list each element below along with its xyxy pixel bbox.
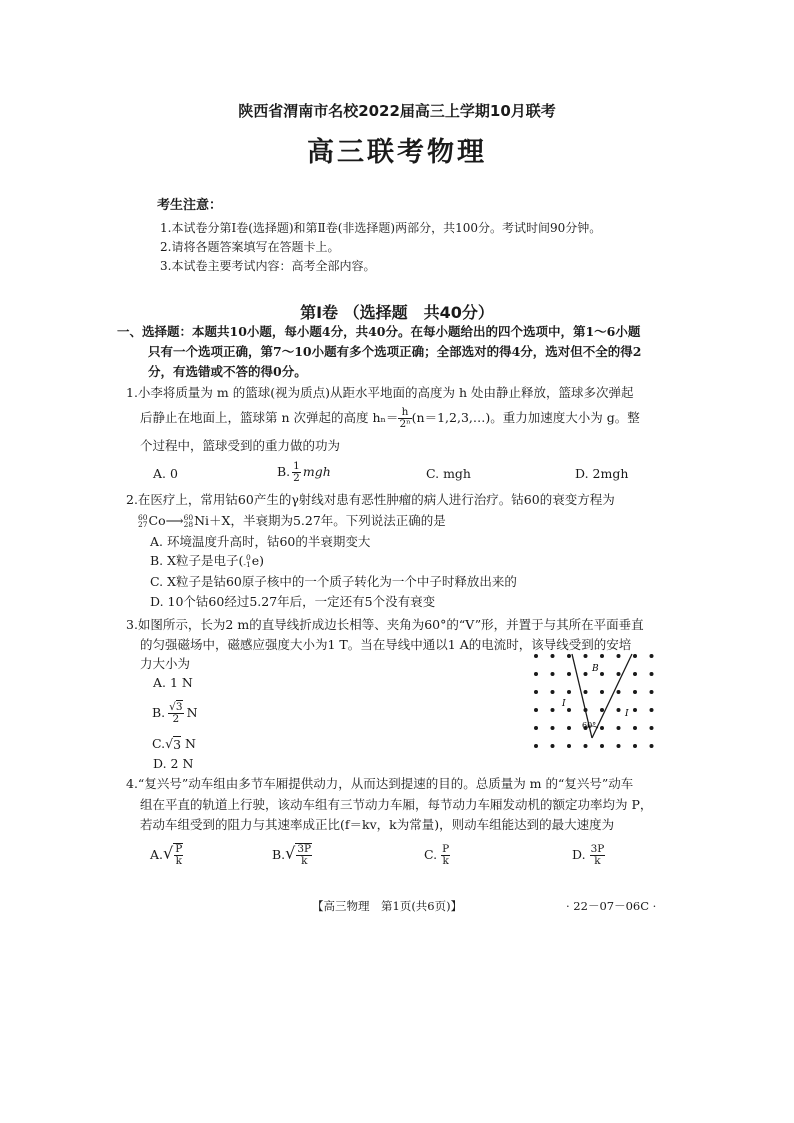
footer-page-info: 【高三物理 第1页(共6页)】 [312, 899, 463, 913]
q1-option-d: D. 2mgh [575, 466, 629, 481]
field-dot [650, 690, 654, 694]
q3-option-c-label: C. [152, 736, 166, 751]
q2-equation [138, 510, 446, 532]
q2-ni-symbol: Ni [194, 513, 210, 528]
q1-option-b-text: mgh [302, 464, 331, 479]
q1-option-b-label: B. [277, 464, 291, 479]
q1-line1: 1.小李将质量为 m 的篮球(视为质点)从距水平地面的高度为 h 处由静止释放，篮球多次弹起 [126, 385, 634, 400]
q1-line2-b: (n＝1,2,3,…)。重力加速度大小为 g。整 [411, 410, 640, 425]
q4-option-a-sqrt [163, 843, 183, 867]
field-dot [567, 690, 571, 694]
field-dot [567, 708, 571, 712]
q1-height-fraction [398, 407, 411, 430]
field-dot [633, 672, 637, 676]
field-dot [584, 672, 588, 676]
q4-option-a-den: k [175, 855, 182, 867]
q1-option-c: C. mgh [426, 466, 471, 481]
field-dot [617, 726, 621, 730]
q1-option-b-fraction [292, 461, 301, 484]
q1-option-b-num: 1 [293, 459, 300, 472]
q2-arrow: ⟶ [165, 513, 184, 528]
field-dot [650, 672, 654, 676]
field-dot [551, 690, 555, 694]
q2-co-iso [138, 514, 148, 528]
q4-option-c [424, 840, 450, 870]
q4-option-d [572, 840, 605, 870]
q4-line2: 组在平直的轨道上行驶，该动车组有三节动力车厢，每节动力车厢发动机的额定功率均为 P， [140, 797, 653, 812]
q4-option-c-den: k [442, 854, 449, 867]
q4-option-a-rad: √ [163, 843, 174, 863]
field-dot [551, 744, 555, 748]
q3-option-c-rad: √ [165, 736, 174, 751]
field-dot [551, 654, 555, 658]
q4-option-a-inner [173, 843, 183, 867]
field-dot [534, 708, 538, 712]
field-dot [551, 672, 555, 676]
field-dot [617, 708, 621, 712]
q2-option-c: C. X粒子是钴60原子核中的一个质子转化为一个中子时释放出来的 [150, 574, 517, 589]
field-dot [617, 672, 621, 676]
q3-option-d: D. 2 N [153, 756, 194, 771]
field-dot [650, 654, 654, 658]
field-dot [633, 744, 637, 748]
q3-option-b [152, 698, 198, 728]
q3-line2: 的匀强磁场中，磁感应强度大小为1 T。当在导线中通以1 A的电流时，该导线受到的安培 [140, 637, 632, 652]
q2-co-symbol: Co [148, 513, 166, 528]
field-dot [534, 672, 538, 676]
field-dot [633, 708, 637, 712]
q1-line2 [140, 406, 640, 430]
q2-ni-iso [184, 514, 194, 528]
q4-option-d-label: D. [572, 847, 586, 862]
field-dot [534, 726, 538, 730]
angle-label: 60° [582, 721, 597, 730]
field-dot [600, 690, 604, 694]
q3-line3: 力大小为 [140, 656, 191, 671]
q2-e-num: -1 [243, 560, 251, 569]
q1-line3: 个过程中，篮球受到的重力做的功为 [140, 438, 341, 453]
q4-line3: 若动车组受到的阻力与其速率成正比(f＝kv，k为常量)，则动车组能达到的最大速度为 [140, 817, 615, 832]
field-dot [534, 690, 538, 694]
field-dot [567, 744, 571, 748]
field-dot [534, 744, 538, 748]
q4-option-b-label: B. [272, 847, 286, 862]
q1-option-b [277, 460, 331, 484]
q1-option-a: A. 0 [153, 466, 178, 481]
q3-option-b-fraction [168, 702, 183, 725]
q2-option-a: A. 环境温度升高时，钴60的半衰期变大 [150, 534, 371, 549]
q3-option-b-num-wrap [168, 702, 183, 714]
q4-option-b-sqrt [285, 843, 312, 867]
q4-option-b [272, 840, 312, 870]
field-dot [567, 726, 571, 730]
q4-option-c-fraction [441, 844, 450, 867]
q3-option-b-num: 3 [175, 700, 183, 713]
q2-option-b-b: e) [251, 553, 265, 568]
notice-item-1: 1.本试卷分第Ⅰ卷(选择题)和第Ⅱ卷(非选择题)两部分，共100分。考试时间90分钟。 [160, 221, 602, 235]
field-dot [650, 726, 654, 730]
field-label-b: B [592, 664, 599, 674]
q4-line1: 4.“复兴号”动车组由多节车厢提供动力，从而达到提速的目的。总质量为 m 的“复兴号”动车 [126, 776, 634, 791]
q4-option-a-label: A. [150, 847, 164, 862]
section-instruction-3: 分，有选错或不答的得0分。 [148, 364, 307, 379]
notice-heading: 考生注意： [157, 198, 223, 213]
q2-line1: 2.在医疗上，常用钴60产生的γ射线对患有恶性肿瘤的病人进行治疗。钴60的衰变方程为 [126, 492, 615, 507]
q4-option-a [150, 840, 183, 870]
q3-line1: 3.如图所示，长为2 m的直导线折成边长相等、夹角为60°的“V”形，并置于与其所在平面垂直 [126, 617, 644, 632]
current-label-right: I [625, 709, 629, 719]
section-instruction-2: 只有一个选项正确，第7～10小题有多个选项正确；全部选对的得4分，选对但不全的得2 [148, 344, 642, 359]
exam-subtitle: 陕西省渭南市名校2022届高三上学期10月联考 [238, 102, 556, 120]
q2-ni-num: 28 [183, 520, 194, 529]
field-dot [567, 672, 571, 676]
q4-option-b-fraction [296, 844, 312, 867]
field-dot [551, 708, 555, 712]
q2-option-b [150, 552, 264, 570]
exam-title: 高三联考物理 [307, 137, 487, 168]
current-label-left: I [562, 699, 566, 709]
notice-item-3: 3.本试卷主要考试内容：高考全部内容。 [160, 259, 376, 273]
field-dot [633, 726, 637, 730]
q3-option-c-unit: N [185, 736, 196, 751]
q2-e-iso [243, 554, 250, 568]
field-dot [600, 708, 604, 712]
q4-option-d-den: k [594, 854, 601, 867]
section-instruction-1: 一、选择题：本题共10小题，每小题4分，共40分。在每小题给出的四个选项中，第1～6小题 [117, 324, 641, 339]
field-dot [600, 744, 604, 748]
field-dot [551, 726, 555, 730]
q4-option-b-num: 3P [297, 843, 312, 855]
field-dot [567, 654, 571, 658]
field-dot [584, 744, 588, 748]
q1-option-b-den: 2 [293, 471, 300, 484]
footer-code: · 22－07－06C · [566, 899, 657, 913]
field-dot [650, 708, 654, 712]
q4-option-a-num: P [175, 843, 183, 855]
field-dot [600, 726, 604, 730]
q1-frac-den: 2ⁿ [399, 417, 411, 430]
q3-option-b-unit: N [186, 705, 198, 720]
field-dot [584, 690, 588, 694]
q2-e-mass: 0 [245, 553, 251, 562]
q1-line2-a: 后静止在地面上，篮球第 n 次弹起的高度 hₙ＝ [140, 410, 399, 425]
q4-option-c-label: C. [424, 847, 438, 862]
q3-option-b-den: 2 [172, 712, 180, 725]
field-dot [600, 654, 604, 658]
q3-option-b-label: B. [152, 705, 166, 720]
q4-option-c-num: P [442, 842, 450, 855]
field-dot [633, 690, 637, 694]
section-title: 第Ⅰ卷 （选择题 共40分） [300, 303, 494, 322]
field-dot [633, 654, 637, 658]
q4-option-a-fraction [174, 844, 183, 867]
field-dot [650, 744, 654, 748]
q4-option-d-num: 3P [590, 842, 605, 855]
q2-line2-rest: ＋X，半衰期为5.27年。下列说法正确的是 [209, 513, 446, 528]
q4-option-b-den: k [301, 855, 308, 867]
q2-co-mass: 60 [138, 513, 148, 522]
q3-option-a: A. 1 N [153, 675, 193, 690]
q2-option-b-a: B. X粒子是电子( [150, 553, 244, 568]
q3-figure [528, 648, 658, 760]
q4-option-b-rad: √ [285, 843, 296, 863]
q4-option-d-fraction [590, 844, 606, 867]
q3-option-b-rad: √ [169, 700, 176, 713]
q2-option-d: D. 10个钴60经过5.27年后，一定还有5个没有衰变 [150, 594, 436, 609]
field-dot [534, 654, 538, 658]
field-dot [584, 654, 588, 658]
field-dot [617, 690, 621, 694]
field-dot [617, 744, 621, 748]
q3-option-c [152, 735, 196, 753]
q2-co-num: 27 [138, 520, 148, 529]
field-dot [617, 654, 621, 658]
q2-ni-mass: 60 [183, 513, 194, 522]
q3-option-c-val: 3 [173, 736, 182, 752]
q1-frac-num: h [398, 407, 411, 419]
notice-item-2: 2.请将各题答案填写在答题卡上。 [160, 240, 340, 254]
q4-option-b-inner [295, 843, 312, 867]
field-dot [600, 672, 604, 676]
